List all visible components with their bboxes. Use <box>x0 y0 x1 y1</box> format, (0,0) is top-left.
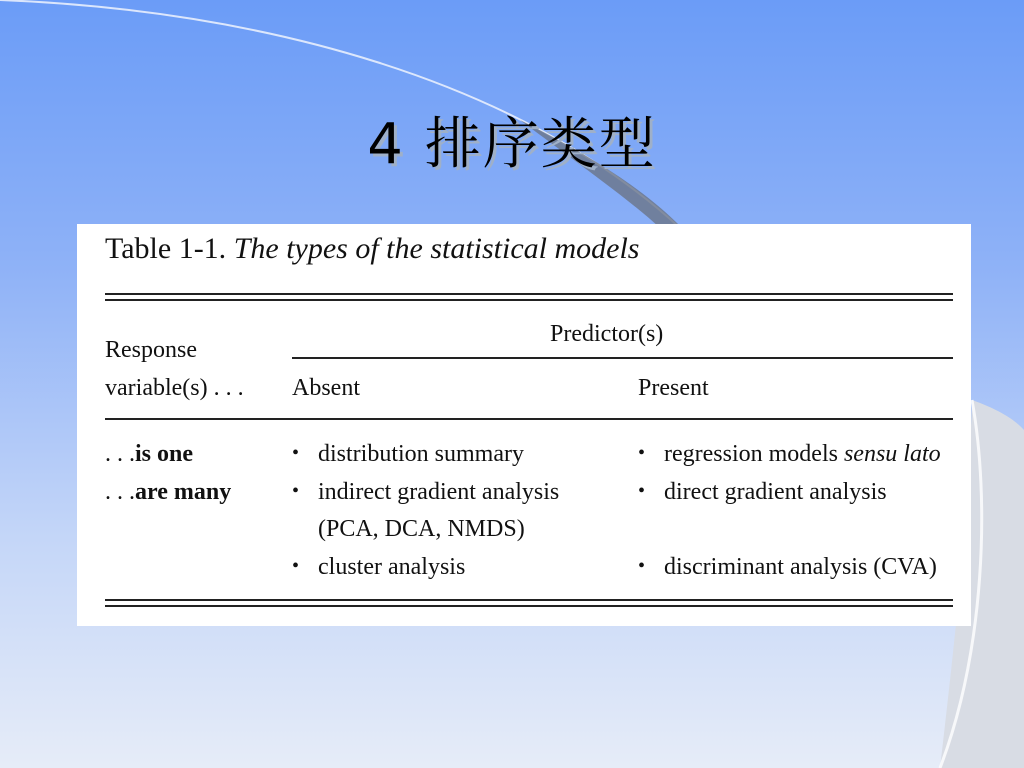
present-item-text: regression models <box>664 441 844 467</box>
row-dots-one: . . . <box>105 441 135 467</box>
bullet-icon: • <box>638 442 646 464</box>
row-label-one-text: is one <box>135 441 194 467</box>
absent-item-distribution-summary <box>292 441 524 468</box>
top-rule-2 <box>105 299 953 301</box>
present-item-italic-text: sensu lato <box>843 441 941 467</box>
bullet-icon: • <box>638 480 646 502</box>
present-item-direct-gradient <box>638 479 887 506</box>
header-bottom-rule <box>105 418 953 420</box>
group-header-rule <box>292 357 953 359</box>
present-item-discriminant <box>638 554 937 581</box>
bottom-rule-2 <box>105 605 953 607</box>
absent-item-text: cluster analysis <box>318 554 466 580</box>
present-item-regression <box>638 441 941 468</box>
stub-header-line2: variable(s) . . . <box>105 375 244 401</box>
caption-title: The types of the statistical models <box>233 232 640 265</box>
stub-header-line1: Response <box>105 337 197 363</box>
caption-prefix: Table 1-1. <box>105 232 227 265</box>
table-image <box>77 224 971 626</box>
table-caption <box>105 232 639 266</box>
present-item-text: direct gradient analysis <box>664 479 887 505</box>
row-label-many <box>105 479 231 506</box>
absent-item-indirect-gradient <box>292 479 559 506</box>
row-label-one <box>105 441 193 468</box>
bullet-icon: • <box>292 555 300 577</box>
top-rule-1 <box>105 293 953 295</box>
row-label-many-text: are many <box>135 479 232 505</box>
absent-item-cluster-analysis <box>292 554 465 581</box>
column-header-absent: Absent <box>292 375 360 401</box>
bottom-rule-1 <box>105 599 953 601</box>
group-header-predictors: Predictor(s) <box>550 321 664 347</box>
row-dots-many: . . . <box>105 479 135 505</box>
bullet-icon: • <box>638 555 646 577</box>
absent-item-text: distribution summary <box>318 441 524 467</box>
bullet-icon: • <box>292 442 300 464</box>
bullet-icon: • <box>292 480 300 502</box>
absent-item-text: indirect gradient analysis <box>318 479 560 505</box>
column-header-present: Present <box>638 375 709 401</box>
present-item-text: discriminant analysis (CVA) <box>664 554 937 580</box>
absent-item-methods <box>318 516 525 543</box>
slide-title: 4 排序类型 <box>367 112 657 177</box>
absent-item-text: (PCA, DCA, NMDS) <box>318 516 525 542</box>
